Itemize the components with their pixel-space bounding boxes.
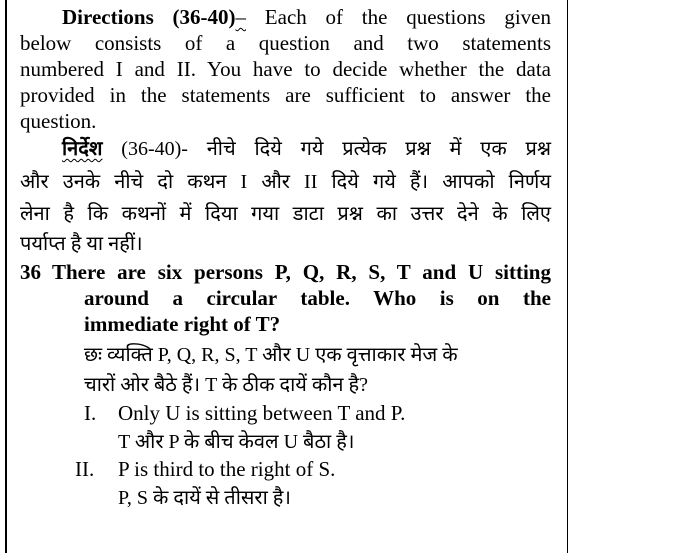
statement-1-hindi: T और P के बीच केवल U बैठा है। [118, 431, 355, 453]
directions-line-2: below consists of a question and two statements [20, 31, 551, 55]
statement-2-english: P is third to the right of S. [118, 457, 336, 481]
directions-line-4: provided in the statements are sufficient to answer the [20, 83, 551, 107]
nirdesh-line-4: पर्याप्त है या नहीं। [20, 233, 143, 255]
question-line-3: immediate right of T? [84, 312, 281, 336]
question-hindi-line-1: छः व्यक्ति P, Q, R, S, T और U एक वृत्ताकार मेज के [84, 344, 458, 366]
statement-2-hindi: P, S के दायें से तीसरा है। [118, 487, 291, 509]
nirdesh-line-2: और उनके नीचे दो कथन I और II दिये गये हैं। आपको निर्णय [20, 171, 551, 193]
statement-2-numeral: II. [75, 457, 95, 481]
question-number: 36 [20, 260, 41, 284]
nirdesh-heading: निर्देश [62, 138, 103, 160]
statement-1-numeral: I. [84, 401, 97, 425]
directions-dash: – [235, 5, 247, 29]
question-line-2: around a circular table. Who is on the [84, 286, 551, 310]
nirdesh-line-1: निर्देश (36-40)- नीचे दिये गये प्रत्येक प्रश्न में एक प्रश्न [62, 138, 551, 160]
directions-line-5: question. [20, 109, 97, 133]
directions-line-1: Directions (36-40)– Each of the questions given [62, 5, 551, 29]
directions-heading: Directions (36-40) [62, 5, 236, 29]
directions-line-3: numbered I and II. You have to decide whether the data [20, 57, 551, 81]
statement-1-english: Only U is sitting between T and P. [118, 401, 406, 425]
nirdesh-line-3: लेना है कि कथनों में दिया गया डाटा प्रश्न का उत्तर देने के लिए [20, 203, 551, 225]
question-line-1: There are six persons P, Q, R, S, T and U sitting [52, 260, 551, 284]
question-hindi-line-2: चारों ओर बैठे हैं। T के ठीक दायें कौन है? [84, 374, 369, 396]
left-border-line [5, 0, 7, 553]
